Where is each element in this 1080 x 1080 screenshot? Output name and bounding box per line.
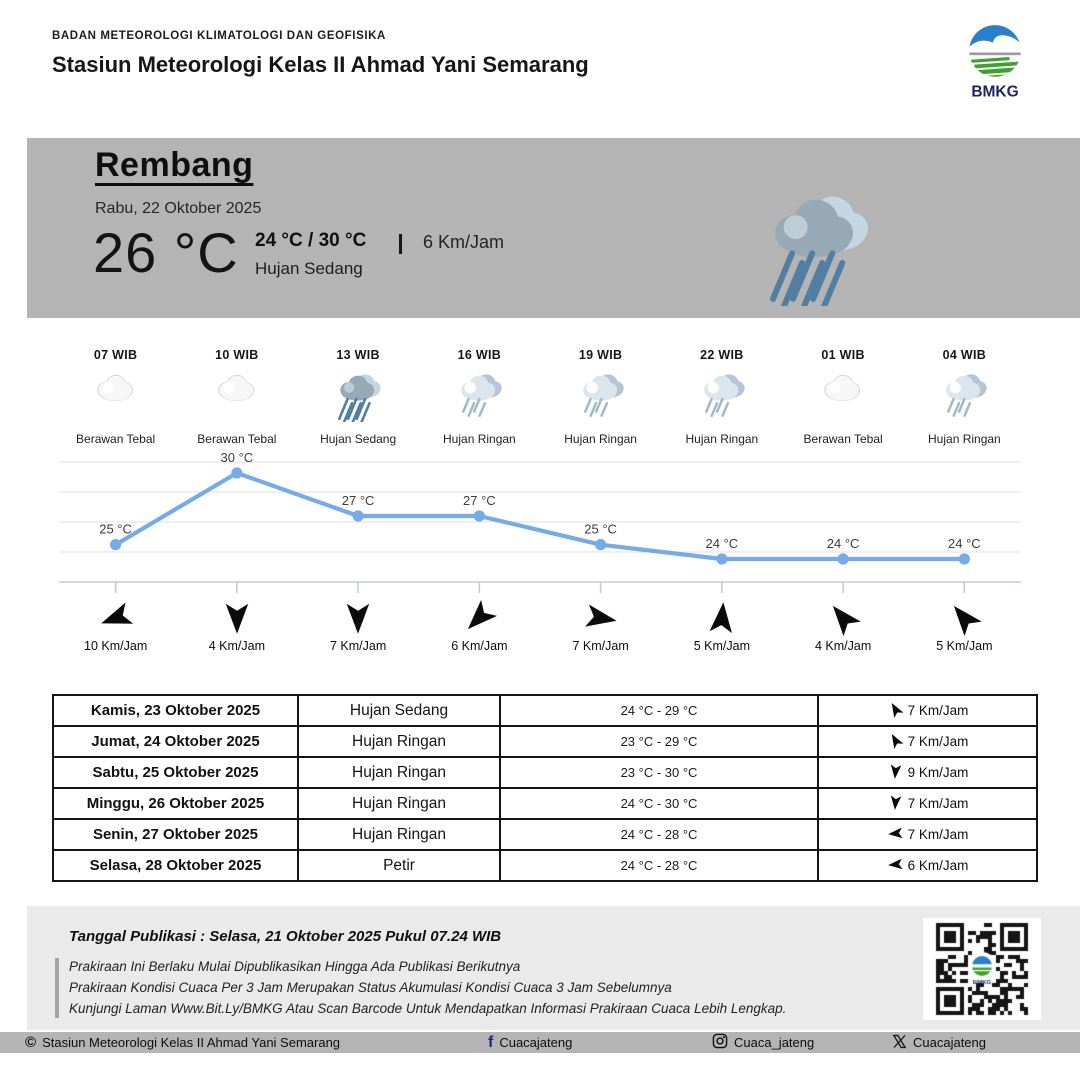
row-condition: Hujan Ringan [298,726,500,757]
row-temp-range: 23 °C - 29 °C [500,726,818,757]
instagram-handle: Cuaca_jateng [734,1035,815,1050]
wind-direction-icon [887,825,904,845]
publication-footer [27,906,1080,1030]
social-bar [0,1032,1080,1053]
hujan-ringan-icon [904,370,1025,426]
wind-direction-icon [887,732,904,752]
svg-text:24 °C: 24 °C [705,535,739,551]
table-row [53,695,1037,726]
wind-direction-icon [783,598,904,636]
hujan-ringan-icon [540,370,661,426]
wind-direction-icon [887,856,904,876]
hour-condition: Hujan Sedang [320,432,397,446]
station-name: Stasiun Meteorologi Kelas II Ahmad Yani Semarang [52,52,589,77]
hour-label: 22 WIB [700,348,744,362]
hujan-ringan-icon [419,370,540,426]
hujan-ringan-icon [661,370,782,426]
wind-direction-icon [887,763,904,783]
row-wind-speed: 7 Km/Jam [907,703,969,718]
svg-text:24 °C: 24 °C [948,535,981,551]
hourly-slot [540,348,661,446]
notes-accent-bar [55,958,59,1018]
table-row [53,819,1037,850]
copyright-text: Stasiun Meteorologi Kelas II Ahmad Yani Semarang [42,1035,341,1050]
current-date: Rabu, 22 Oktober 2025 [95,200,262,217]
table-row [53,726,1037,757]
wind-speed-label: 7 Km/Jam [572,639,629,653]
city-title: Rembang [95,146,254,184]
wind-direction-icon [419,598,540,636]
hour-label: 13 WIB [336,348,380,362]
row-condition: Hujan Ringan [298,819,500,850]
agency-name: BADAN METEOROLOGI KLIMATOLOGI DAN GEOFISIKA [52,30,386,42]
facebook-item[interactable] [488,1032,572,1053]
row-condition: Hujan Ringan [298,757,500,788]
wind-direction-icon [540,598,661,636]
footer-note: Prakiraan Kondisi Cuaca Per 3 Jam Merupakan Status Akumulasi Kondisi Cuaca 3 Jam Sebelumnya [69,980,672,995]
row-wind-speed: 7 Km/Jam [907,734,969,749]
hour-label: 04 WIB [942,348,987,362]
copyright-item [25,1032,340,1053]
temp-range: 24 °C / 30 °C [255,230,367,251]
current-condition: Hujan Sedang [255,259,363,278]
row-temp-range: 24 °C - 30 °C [500,788,818,819]
row-condition: Hujan Ringan [298,788,500,819]
table-row [53,850,1037,881]
row-date: Sabtu, 25 Oktober 2025 [53,757,298,788]
hourly-slot [419,348,540,446]
hour-label: 19 WIB [578,348,623,362]
facebook-icon: f [488,1033,494,1051]
hour-condition: Berawan Tebal [803,432,883,446]
wind-direction-icon [887,794,904,814]
x-icon [892,1034,907,1052]
wind-speed-label: 5 Km/Jam [936,639,993,653]
hujan-sedang-icon [298,370,419,426]
wind-direction-icon [661,598,782,636]
current-conditions-banner [27,138,1080,318]
row-date: Senin, 27 Oktober 2025 [53,819,298,850]
hourly-slot [783,348,904,446]
svg-text:24 °C: 24 °C [826,535,860,551]
instagram-item[interactable] [712,1032,814,1053]
bmkg-logo-icon [945,22,1045,105]
wind-slot [298,598,419,653]
row-date: Kamis, 23 Oktober 2025 [53,695,298,726]
hour-label: 10 WIB [215,348,259,362]
wind-slot [661,598,782,653]
berawan-tebal-icon [55,370,176,426]
wind-speed-label: 10 Km/Jam [84,639,148,653]
row-wind-speed: 6 Km/Jam [907,858,969,873]
x-item[interactable] [892,1032,986,1053]
footer-note: Kunjungi Laman Www.Bit.Ly/BMKG Atau Scan Barcode Untuk Mendapatkan Informasi Prakiraan Cuaca Lebih Lengkap. [69,1001,787,1016]
temperature-chart [55,452,1025,602]
hour-label: 07 WIB [93,348,138,362]
wind-slot [783,598,904,653]
row-date: Selasa, 28 Oktober 2025 [53,850,298,881]
berawan-tebal-icon [176,370,297,426]
row-wind-speed: 7 Km/Jam [907,827,969,842]
wind-speed-label: 4 Km/Jam [208,639,265,653]
qr-canvas [935,922,1029,1016]
berawan-tebal-icon [783,370,904,426]
divider [399,234,402,254]
hourly-slot [55,348,176,446]
wind-direction-row [55,598,1025,653]
x-handle: Cuacajateng [913,1035,986,1050]
publication-notes [69,956,786,1019]
hour-condition: Berawan Tebal [76,432,156,446]
hourly-slot [661,348,782,446]
hour-label: 16 WIB [457,348,502,362]
wind-slot [176,598,297,653]
wind-slot [540,598,661,653]
wind-slot [904,598,1025,653]
wind-slot [55,598,176,653]
table-row [53,788,1037,819]
table-row [53,757,1037,788]
svg-text:25 °C: 25 °C [584,521,617,537]
hour-condition: Hujan Ringan [564,432,637,446]
row-wind-speed: 9 Km/Jam [907,765,969,780]
wind-direction-icon [887,701,904,721]
copyright-icon: © [25,1034,37,1051]
hourly-forecast-strip [55,348,1025,446]
rain-cloud-icon [757,196,875,311]
row-temp-range: 24 °C - 28 °C [500,819,818,850]
row-temp-range: 23 °C - 30 °C [500,757,818,788]
row-condition: Hujan Sedang [298,695,500,726]
svg-text:30 °C: 30 °C [220,452,254,465]
svg-text:27 °C: 27 °C [341,492,375,508]
wind-speed-label: 4 Km/Jam [814,639,872,653]
row-date: Minggu, 26 Oktober 2025 [53,788,298,819]
svg-text:27 °C: 27 °C [463,492,496,508]
instagram-icon [712,1033,728,1052]
hourly-slot [176,348,297,446]
publication-date: Tanggal Publikasi : Selasa, 21 Oktober 2025 Pukul 07.24 WIB [69,928,502,945]
hour-label: 01 WIB [821,348,865,362]
row-wind-speed: 7 Km/Jam [907,796,969,811]
hour-condition: Berawan Tebal [197,432,277,446]
wind-speed-label: 7 Km/Jam [329,639,387,653]
hourly-slot [298,348,419,446]
row-condition: Petir [298,850,500,881]
wind-direction-icon [176,598,297,636]
wind-direction-icon [298,598,419,636]
row-temp-range: 24 °C - 28 °C [500,850,818,881]
wind-speed-label: 5 Km/Jam [693,639,750,653]
current-temperature: 26 °C [93,221,239,284]
row-temp-range: 24 °C - 29 °C [500,695,818,726]
wind-slot [419,598,540,653]
row-date: Jumat, 24 Oktober 2025 [53,726,298,757]
wind-speed-label: 6 Km/Jam [451,639,508,653]
daily-forecast-table [52,694,1038,882]
facebook-handle: Cuacajateng [499,1035,573,1050]
hour-condition: Hujan Ringan [928,432,1001,446]
hour-condition: Hujan Ringan [443,432,516,446]
svg-text:BMKG: BMKG [971,83,1019,100]
hourly-slot [904,348,1025,446]
wind-direction-icon [904,598,1025,636]
svg-text:25 °C: 25 °C [99,521,132,537]
current-wind-speed: 6 Km/Jam [423,232,505,252]
qr-code [923,918,1041,1020]
footer-note: Prakiraan Ini Berlaku Mulai Dipublikasikan Hingga Ada Publikasi Berikutnya [69,959,521,974]
hour-condition: Hujan Ringan [685,432,759,446]
wind-direction-icon [55,598,176,636]
